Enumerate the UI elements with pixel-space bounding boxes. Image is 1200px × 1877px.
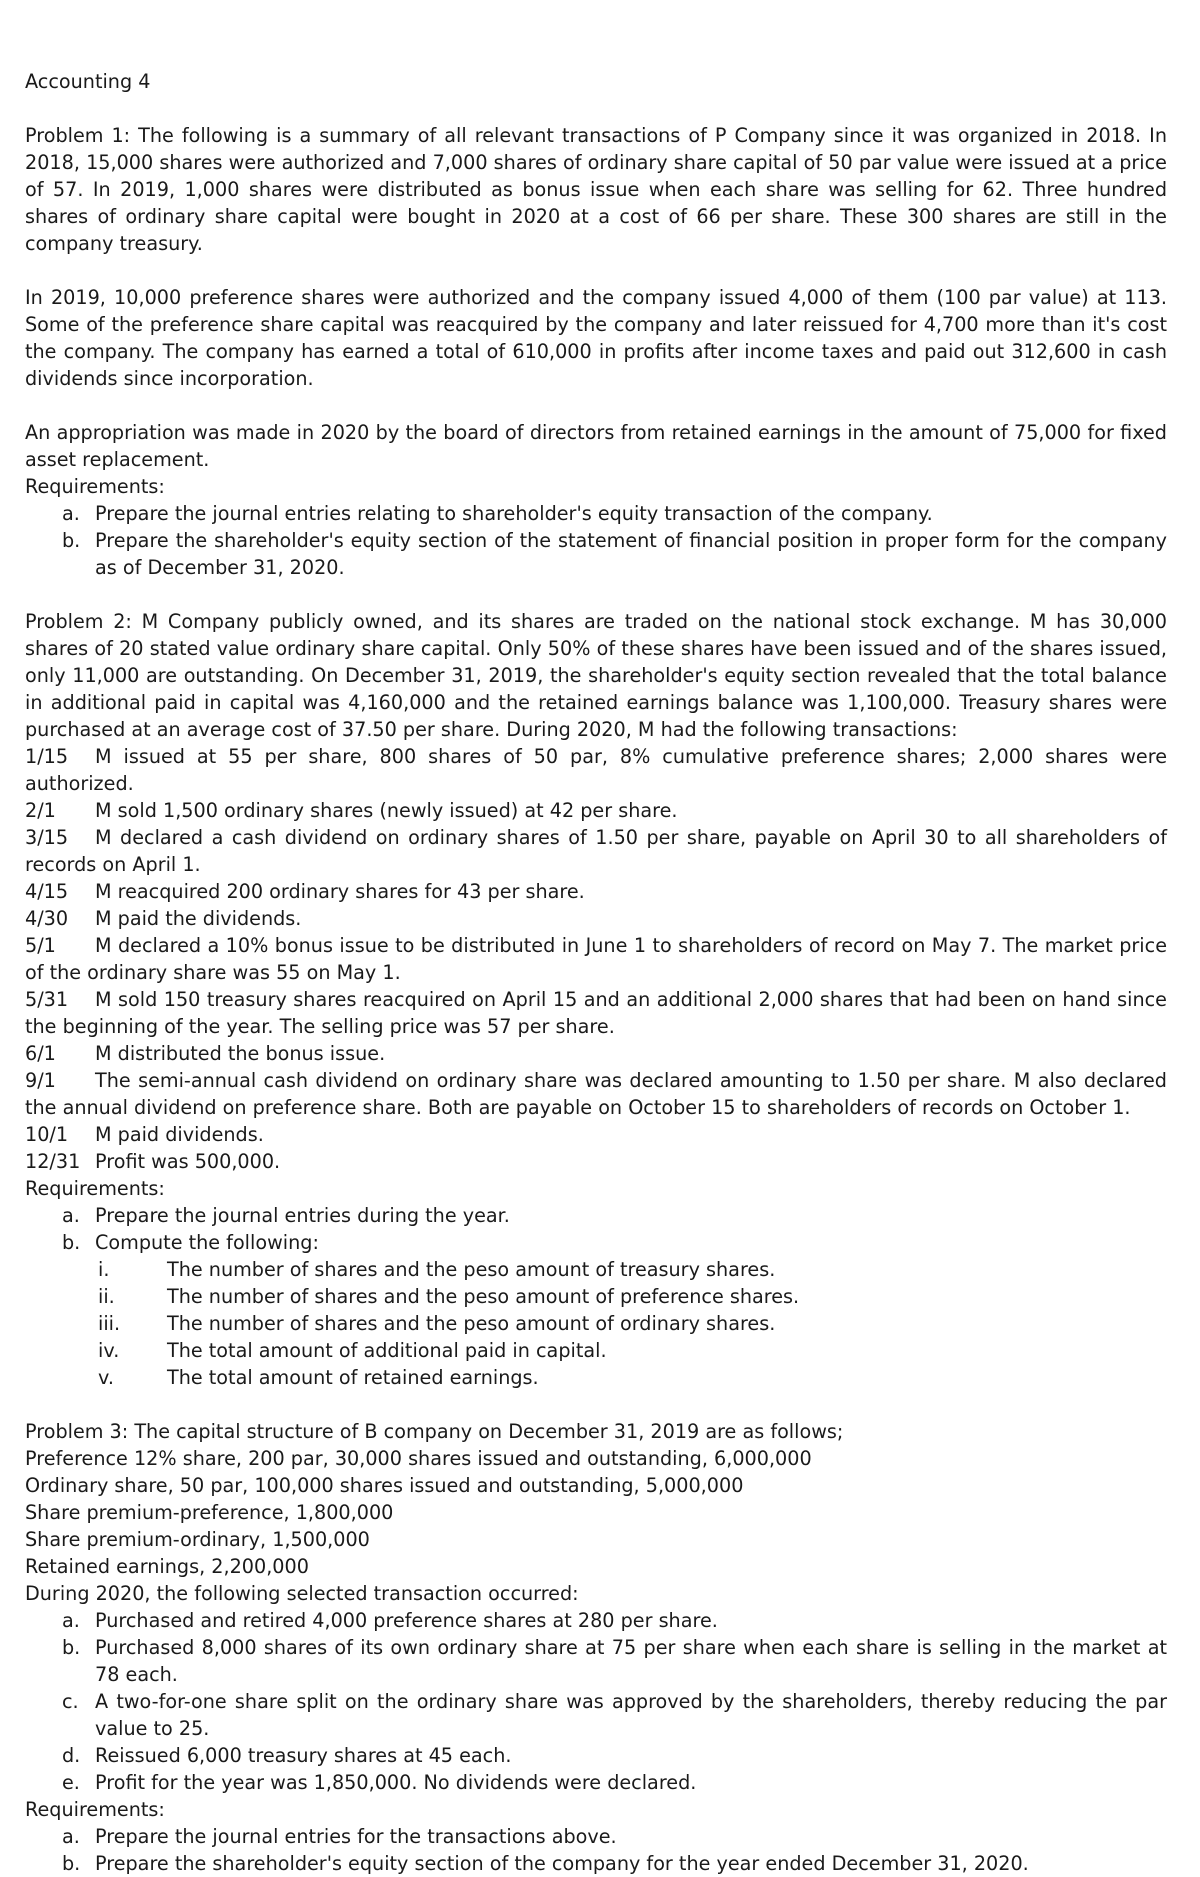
list-marker: iii. [98, 1312, 121, 1335]
transaction-text: Profit for the year was 1,850,000. No dividends were declared. [95, 1771, 697, 1794]
compute-text: The number of shares and the peso amount of preference shares. [167, 1285, 800, 1308]
problem-1 [25, 122, 1167, 581]
compute-item [25, 1256, 1167, 1283]
list-marker: b. [62, 1852, 81, 1875]
transaction-row [25, 878, 1167, 905]
document-page [25, 68, 1167, 1877]
transaction-text: M reacquired 200 ordinary shares for 43 per share. [95, 880, 585, 903]
transaction-date: 4/15 [25, 880, 69, 903]
transaction-text: M issued at 55 per share, 800 shares of 50 par, 8% cumulative preference shares; 2,000 shares were authorized. [25, 745, 1167, 795]
compute-item [25, 1283, 1167, 1310]
problem-1-requirement-a [25, 500, 1167, 527]
problem-2 [25, 608, 1167, 1391]
document-title: Accounting 4 [25, 70, 151, 93]
transaction-text: A two-for-one share split on the ordinary share was approved by the shareholders, thereby reducing the par value to 25. [95, 1690, 1167, 1740]
list-marker: a. [62, 1609, 80, 1632]
transaction-text: Profit was 500,000. [95, 1150, 281, 1173]
transaction-row [25, 1040, 1167, 1067]
transaction-row [25, 986, 1167, 1040]
list-marker: a. [62, 1825, 80, 1848]
capital-structure-line: Preference 12% share, 200 par, 30,000 shares issued and outstanding, 6,000,000 [25, 1447, 812, 1470]
requirement-text: Prepare the journal entries during the year. [95, 1204, 510, 1227]
list-marker: b. [62, 1231, 81, 1254]
transaction-row [25, 1067, 1167, 1121]
problem-3 [25, 1418, 1167, 1877]
capital-structure-line: Ordinary share, 50 par, 100,000 shares issued and outstanding, 5,000,000 [25, 1474, 744, 1497]
compute-text: The total amount of additional paid in capital. [167, 1339, 607, 1362]
list-marker: i. [98, 1258, 110, 1281]
transaction-text: M sold 1,500 ordinary shares (newly issued) at 42 per share. [95, 799, 678, 822]
list-marker: a. [62, 502, 80, 525]
list-marker: a. [62, 1204, 80, 1227]
list-marker: v. [98, 1366, 114, 1389]
problem-2-intro: Problem 2: M Company publicly owned, and its shares are traded on the national stock exchange. M has 30,000 shares of 20 stated value ordinary share capital. Only 50% of these shares have been issued and of the shares issued, only 11,000 are outstanding. On December 31, 2019, the shareholder's equity section revealed that the total balance in additional paid in capital was 4,160,000 and the retained earnings balance was 1,100,000. Treasury shares were purchased at an average cost of 37.50 per share. During 2020, M had the following transactions: [25, 610, 1167, 741]
problem-1-paragraph-1: Problem 1: The following is a summary of all relevant transactions of P Company since it was organized in 2018. In 2018, 15,000 shares were authorized and 7,000 shares of ordinary share capital of 50 par value were issued at a price of 57. In 2019, 1,000 shares were distributed as bonus issue when each share was selling for 62. Three hundred shares of ordinary share capital were bought in 2020 at a cost of 66 per share. These 300 shares are still in the company treasury. [25, 124, 1167, 255]
transaction-row [25, 905, 1167, 932]
problem-3-requirements-label: Requirements: [25, 1798, 165, 1821]
requirement-text: Prepare the journal entries relating to shareholder's equity transaction of the company. [95, 502, 933, 525]
transaction-date: 5/31 [25, 988, 69, 1011]
transaction-date: 10/1 [25, 1123, 69, 1146]
problem-3-transaction [25, 1688, 1167, 1742]
problem-2-requirements-label: Requirements: [25, 1177, 165, 1200]
compute-item [25, 1364, 1167, 1391]
capital-structure-line: During 2020, the following selected transaction occurred: [25, 1582, 579, 1605]
problem-1-requirement-b [25, 527, 1167, 581]
transaction-text: M paid dividends. [95, 1123, 264, 1146]
transaction-text: M declared a 10% bonus issue to be distributed in June 1 to shareholders of record on May 7. The market price of the ordinary share was 55 on May 1. [25, 934, 1167, 984]
compute-text: The number of shares and the peso amount of treasury shares. [167, 1258, 776, 1281]
problem-3-transaction [25, 1634, 1167, 1688]
transaction-text: M distributed the bonus issue. [95, 1042, 386, 1065]
transaction-row [25, 1121, 1167, 1148]
list-marker: ii. [98, 1285, 115, 1308]
transaction-text: M declared a cash dividend on ordinary shares of 1.50 per share, payable on April 30 to all shareholders of records on April 1. [25, 826, 1167, 876]
list-marker: iv. [98, 1339, 120, 1362]
transaction-date: 4/30 [25, 907, 69, 930]
requirement-text: Prepare the shareholder's equity section of the company for the year ended December 31, 2020. [95, 1852, 1029, 1875]
list-marker: c. [62, 1690, 79, 1713]
transaction-row [25, 932, 1167, 986]
requirement-text: Prepare the journal entries for the transactions above. [95, 1825, 617, 1848]
transaction-text: The semi-annual cash dividend on ordinary share was declared amounting to 1.50 per share. M also declared the annual dividend on preference share. Both are payable on October 15 to shareholders of records on October 1. [25, 1069, 1167, 1119]
capital-structure-line: Retained earnings, 2,200,000 [25, 1555, 309, 1578]
problem-3-transaction [25, 1742, 1167, 1769]
list-marker: d. [62, 1744, 81, 1767]
list-marker: b. [62, 529, 81, 552]
problem-3-requirement-b [25, 1850, 1167, 1877]
requirement-text: Prepare the shareholder's equity section of the statement of financial position in proper form for the company as of December 31, 2020. [95, 529, 1167, 579]
capital-structure-line: Share premium-preference, 1,800,000 [25, 1501, 394, 1524]
problem-1-requirements-label: Requirements: [25, 475, 165, 498]
requirement-text: Compute the following: [95, 1231, 319, 1254]
capital-structure-line: Share premium-ordinary, 1,500,000 [25, 1528, 370, 1551]
transaction-date: 6/1 [25, 1042, 56, 1065]
compute-text: The number of shares and the peso amount of ordinary shares. [167, 1312, 776, 1335]
transaction-text: M sold 150 treasury shares reacquired on April 15 and an additional 2,000 shares that had been on hand since the beginning of the year. The selling price was 57 per share. [25, 988, 1167, 1038]
transaction-text: Purchased 8,000 shares of its own ordinary share at 75 per share when each share is selling in the market at 78 each. [95, 1636, 1167, 1686]
compute-item [25, 1337, 1167, 1364]
compute-item [25, 1310, 1167, 1337]
list-marker: e. [62, 1771, 80, 1794]
transaction-text: Purchased and retired 4,000 preference shares at 280 per share. [95, 1609, 718, 1632]
transaction-date: 5/1 [25, 934, 56, 957]
list-marker: b. [62, 1636, 81, 1659]
transaction-date: 12/31 [25, 1150, 81, 1173]
transaction-text: Reissued 6,000 treasury shares at 45 each. [95, 1744, 512, 1767]
problem-3-transaction [25, 1607, 1167, 1634]
problem-2-requirement-b [25, 1229, 1167, 1256]
problem-2-requirement-a [25, 1202, 1167, 1229]
transaction-row [25, 797, 1167, 824]
problem-3-transaction [25, 1769, 1167, 1796]
transaction-row [25, 1148, 1167, 1175]
problem-3-intro: Problem 3: The capital structure of B company on December 31, 2019 are as follows; [25, 1420, 844, 1443]
compute-text: The total amount of retained earnings. [167, 1366, 539, 1389]
transaction-text: M paid the dividends. [95, 907, 302, 930]
transaction-date: 9/1 [25, 1069, 56, 1092]
transaction-date: 1/15 [25, 745, 69, 768]
problem-1-paragraph-2: In 2019, 10,000 preference shares were authorized and the company issued 4,000 of them (100 par value) at 113. Some of the preference share capital was reacquired by the company and later reissued for 4,700 more than it's cost the company. The company has earned a total of 610,000 in profits after income taxes and paid out 312,600 in cash dividends since incorporation. [25, 286, 1167, 390]
transaction-date: 3/15 [25, 826, 69, 849]
problem-3-requirement-a [25, 1823, 1167, 1850]
transaction-row [25, 824, 1167, 878]
problem-1-paragraph-3: An appropriation was made in 2020 by the board of directors from retained earnings in the amount of 75,000 for fixed asset replacement. [25, 421, 1167, 471]
transaction-row [25, 743, 1167, 797]
transaction-date: 2/1 [25, 799, 56, 822]
